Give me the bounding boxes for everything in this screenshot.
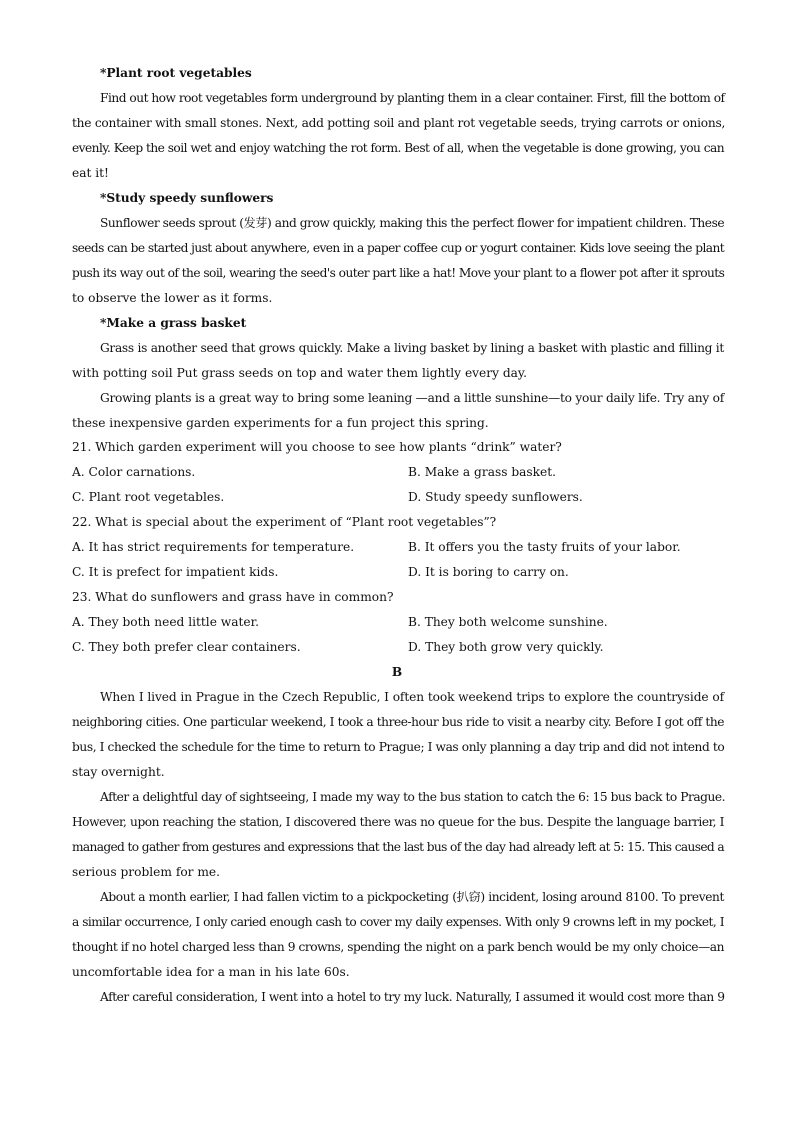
- paragraph-line: eat it!: [72, 166, 109, 180]
- question-21-stem: 21. Which garden experiment will you choose to see how plants “drink” water?: [72, 440, 562, 454]
- question-21-option-a: A. Color carnations.: [72, 465, 196, 479]
- paragraph-line: neighboring cities. One particular weekend, I took a three-hour bus ride to visit a nearby city. Before I got off the: [72, 715, 724, 729]
- paragraph-line: Sunflower seeds sprout (发芽) and grow quickly, making this the perfect flower for impatient children. These: [100, 216, 725, 230]
- question-21-option-d: D. Study speedy sunflowers.: [408, 490, 583, 504]
- paragraph-line: Growing plants is a great way to bring some leaning —and a little sunshine—to your daily life. Try any of: [100, 391, 724, 405]
- paragraph-line: to observe the lower as it forms.: [72, 291, 273, 305]
- paragraph-line: push its way out of the soil, wearing the seed's outer part like a hat! Move your plant to a flower pot after it sprouts: [72, 266, 725, 280]
- paragraph-line: serious problem for me.: [72, 865, 221, 879]
- question-23-option-a: A. They both need little water.: [72, 615, 259, 629]
- paragraph-line: stay overnight.: [72, 765, 165, 779]
- paragraph-line: thought if no hotel charged less than 9 crowns, spending the night on a park bench would be my only choice—an: [72, 940, 724, 954]
- question-22-stem: 22. What is special about the experiment of “Plant root vegetables”?: [72, 515, 497, 529]
- paragraph-line: a similar occurrence, I only caried enough cash to cover my daily expenses. With only 9 crowns left in my pocket, I: [72, 915, 724, 929]
- paragraph-line: managed to gather from gestures and expressions that the last bus of the day had already left at 5: 15. This caused a: [72, 840, 724, 854]
- question-22-option-c: C. It is prefect for impatient kids.: [72, 565, 279, 579]
- paragraph-line: About a month earlier, I had fallen victim to a pickpocketing (扒窃) incident, losing around 8100. To prevent: [100, 890, 724, 904]
- passage-b-label: B: [391, 665, 403, 679]
- question-23-option-b: B. They both welcome sunshine.: [408, 615, 608, 629]
- paragraph-line: these inexpensive garden experiments for a fun project this spring.: [72, 416, 489, 430]
- paragraph-line: However, upon reaching the station, I discovered there was no queue for the bus. Despite the language barrier, I: [72, 815, 724, 829]
- paragraph-line: Grass is another seed that grows quickly. Make a living basket by lining a basket with plastic and filling it: [100, 341, 724, 355]
- question-22-option-d: D. It is boring to carry on.: [408, 565, 569, 579]
- paragraph-line: the container with small stones. Next, add potting soil and plant rot vegetable seeds, trying carrots or onions,: [72, 116, 726, 130]
- paragraph-line: seeds can be started just about anywhere, even in a paper coffee cup or yogurt container. Kids love seeing the plant: [72, 241, 724, 255]
- section-heading-make-a-grass-basket: *Make a grass basket: [100, 316, 247, 330]
- question-23-option-c: C. They both prefer clear containers.: [72, 640, 301, 654]
- question-22-option-b: B. It offers you the tasty fruits of your labor.: [408, 540, 681, 554]
- question-21-option-b: B. Make a grass basket.: [408, 465, 557, 479]
- question-23-stem: 23. What do sunflowers and grass have in common?: [72, 590, 394, 604]
- paragraph-line: evenly. Keep the soil wet and enjoy watching the rot form. Best of all, when the vegetable is done growing, you can: [72, 141, 724, 155]
- paragraph-line: with potting soil Put grass seeds on top and water them lightly every day.: [72, 366, 528, 380]
- paragraph-line: uncomfortable idea for a man in his late 60s.: [72, 965, 350, 979]
- section-heading-study-speedy-sunflowers: *Study speedy sunflowers: [100, 191, 274, 205]
- paragraph-line: After a delightful day of sightseeing, I made my way to the bus station to catch the 6: 15 bus back to Prague.: [100, 790, 726, 804]
- paragraph-line: Find out how root vegetables form underground by planting them in a clear container. First, fill the bottom of: [100, 91, 725, 105]
- section-heading-plant-root-vegetables: *Plant root vegetables: [100, 66, 252, 80]
- paragraph-line: bus, I checked the schedule for the time to return to Prague; I was only planning a day trip and did not intend to: [72, 740, 725, 754]
- paragraph-line: When I lived in Prague in the Czech Republic, I often took weekend trips to explore the countryside of: [100, 690, 724, 704]
- paragraph-line: After careful consideration, I went into a hotel to try my luck. Naturally, I assumed it would cost more than 9: [100, 990, 725, 1004]
- question-23-option-d: D. They both grow very quickly.: [408, 640, 604, 654]
- question-22-option-a: A. It has strict requirements for temperature.: [72, 540, 355, 554]
- question-21-option-c: C. Plant root vegetables.: [72, 490, 225, 504]
